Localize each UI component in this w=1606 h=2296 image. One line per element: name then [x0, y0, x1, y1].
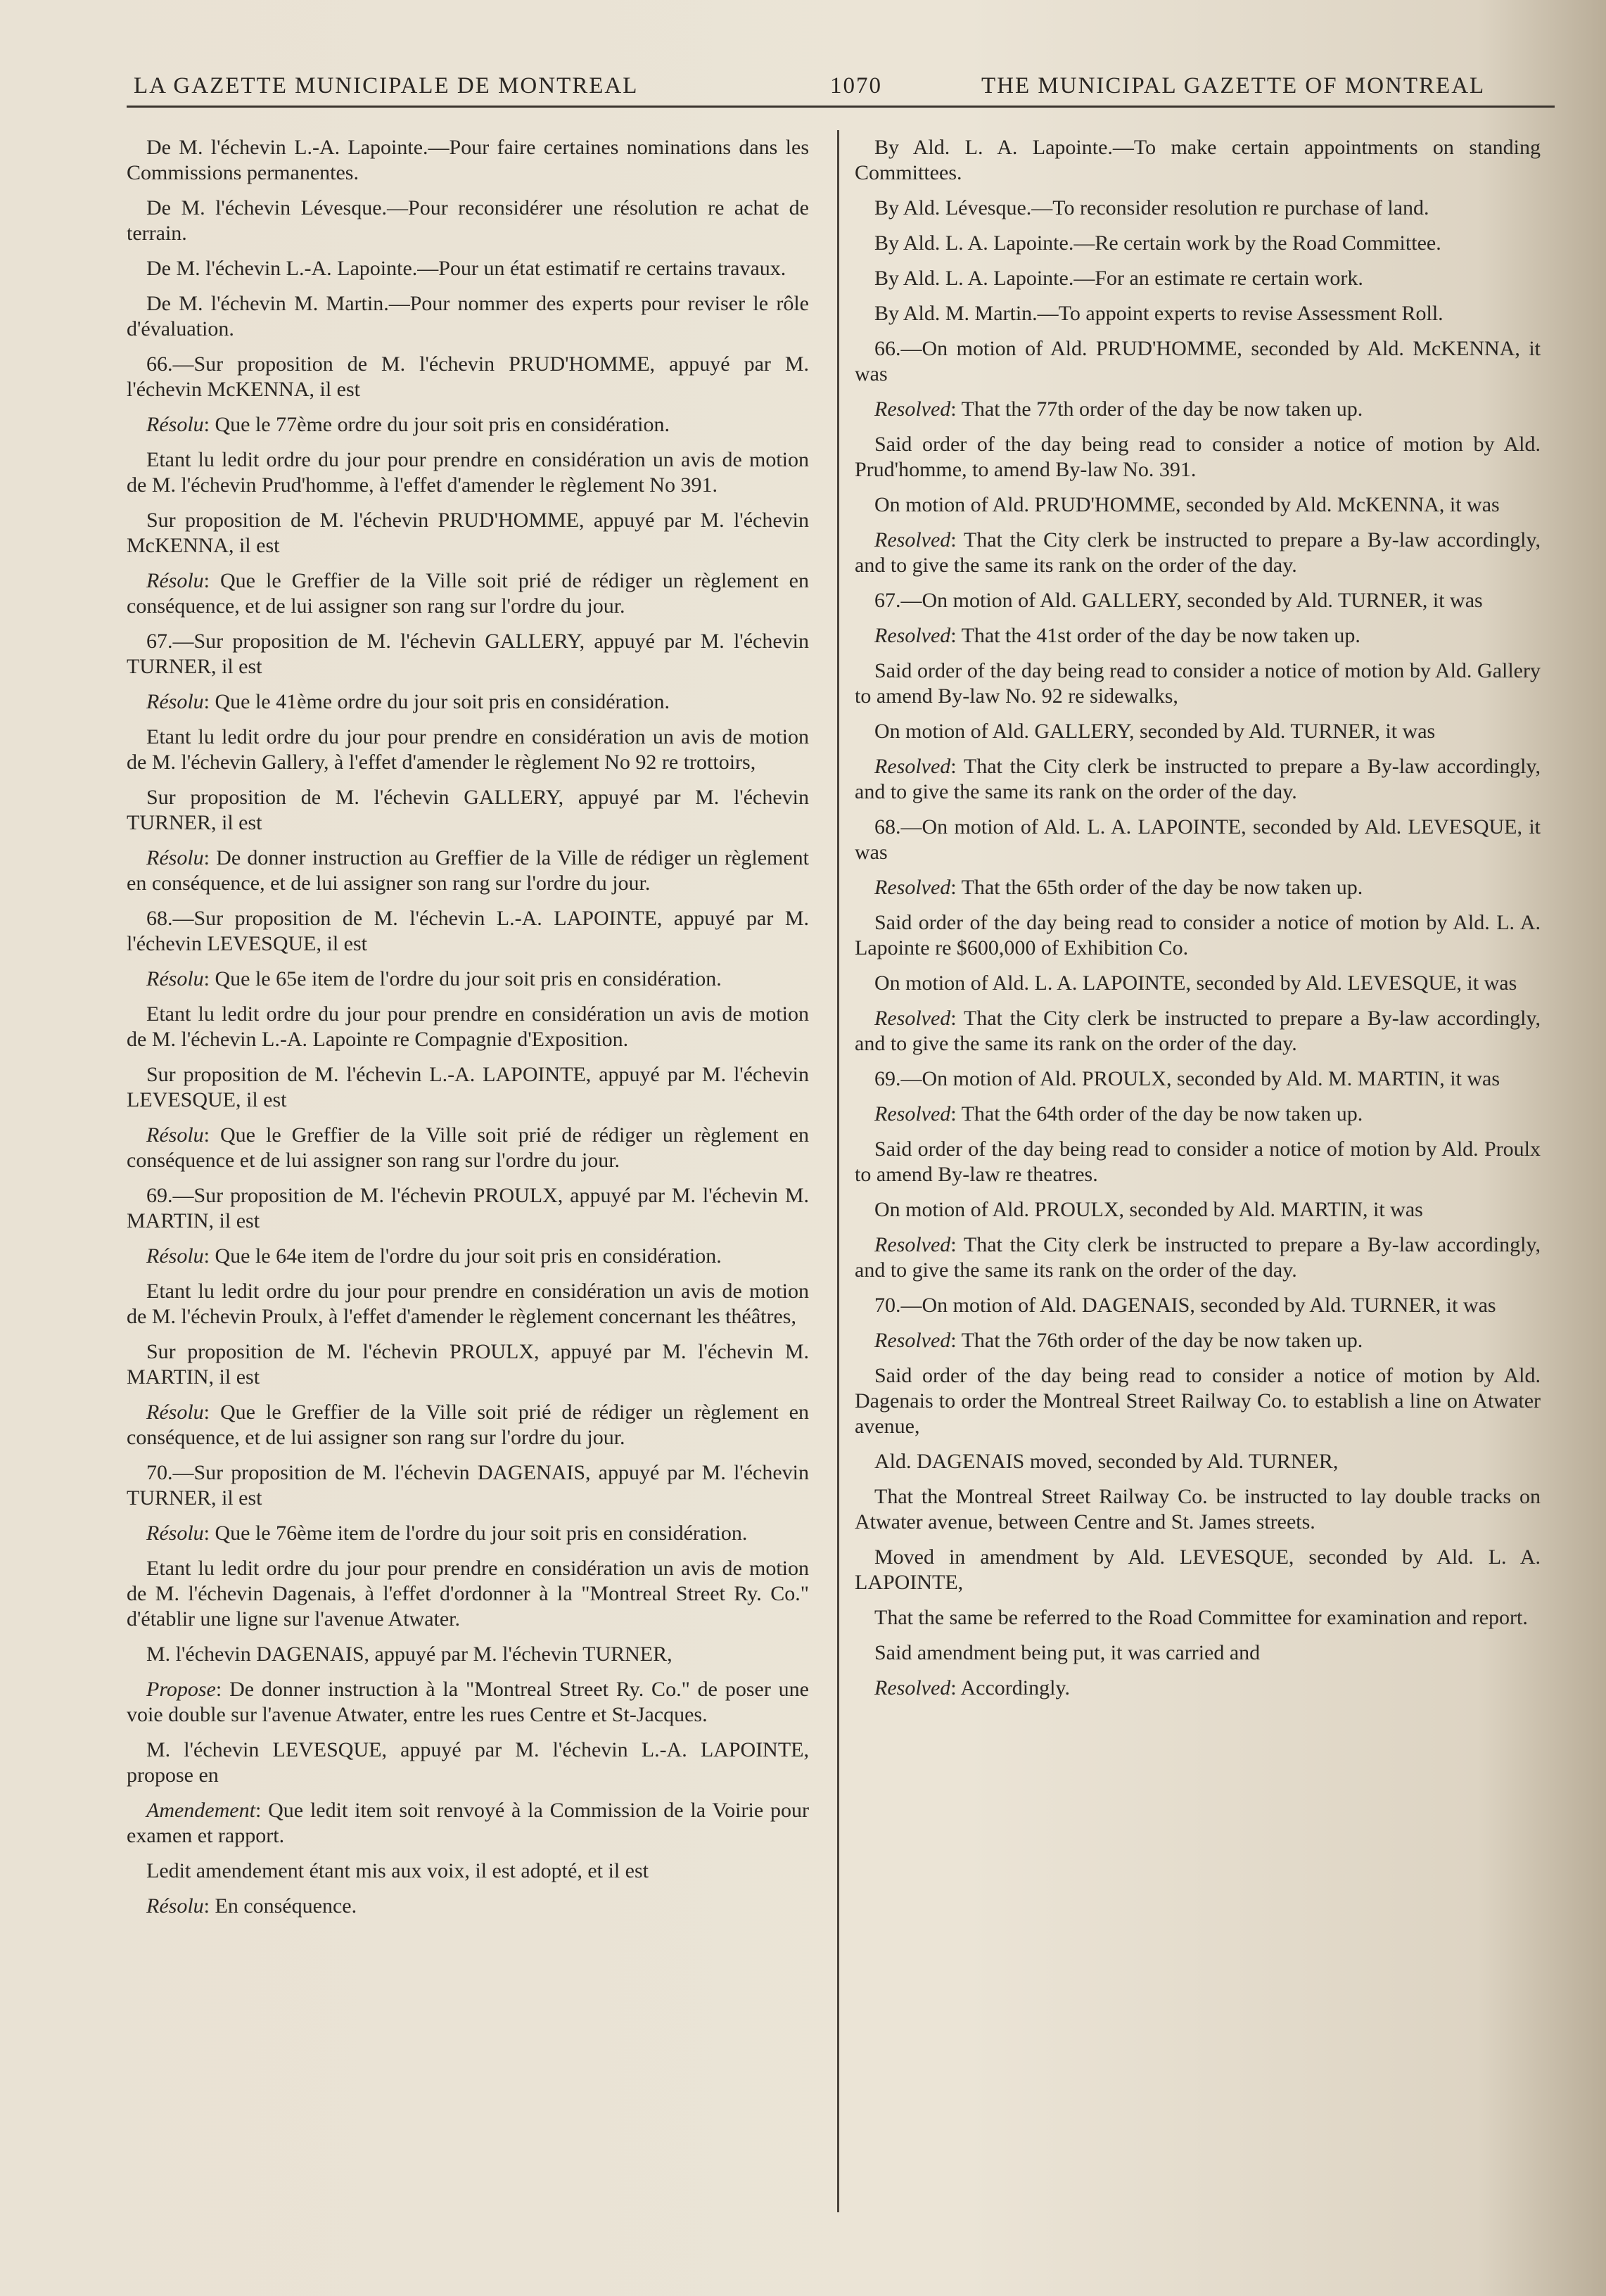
- french-paragraph: [127, 785, 809, 836]
- paragraph-text: 69.—On motion of Ald. PROULX, seconded by Ald. M. MARTIN, it was: [874, 1067, 1500, 1090]
- paragraph-text: 70.—On motion of Ald. DAGENAIS, seconded by Ald. TURNER, it was: [874, 1294, 1496, 1317]
- french-paragraph: [127, 1642, 809, 1667]
- paragraph-text: 68.—On motion of Ald. L. A. LAPOINTE, seconded by Ald. LEVESQUE, it was: [855, 815, 1541, 864]
- french-paragraph: [127, 135, 809, 186]
- paragraph-lead: Resolved: [874, 876, 951, 899]
- paragraph-text: 67.—Sur proposition de M. l'échevin GALLERY, appuyé par M. l'échevin TURNER, il est: [127, 630, 809, 678]
- paragraph-lead: Résolu: [146, 1244, 204, 1268]
- paragraph-text: 66.—Sur proposition de M. l'échevin PRUD'HOMME, appuyé par M. l'échevin McKENNA, il est: [127, 352, 809, 401]
- paragraph-text: : That the 65th order of the day be now taken up.: [950, 876, 1363, 899]
- paragraph-text: 70.—Sur proposition de M. l'échevin DAGENAIS, appuyé par M. l'échevin TURNER, il est: [127, 1461, 809, 1510]
- paragraph-lead: Resolved: [874, 624, 951, 647]
- french-paragraph: [127, 1460, 809, 1511]
- paragraph-text: Etant lu ledit ordre du jour pour prendre en considération un avis de motion de M. l'échevin Proulx, à l'effet d'amender le règlement concernant les théâtres,: [127, 1280, 809, 1328]
- paragraph-text: De M. l'échevin Lévesque.—Pour reconsidérer une résolution re achat de terrain.: [127, 196, 809, 245]
- paragraph-lead: Résolu: [146, 1522, 204, 1545]
- paragraph-lead: Résolu: [146, 569, 204, 592]
- english-paragraph: [855, 397, 1541, 422]
- paragraph-lead: Resolved: [874, 1329, 951, 1352]
- french-paragraph: [127, 906, 809, 957]
- english-paragraph: [855, 754, 1541, 805]
- paragraph-text: Said amendment being put, it was carried and: [874, 1641, 1261, 1664]
- paragraph-lead: Résolu: [146, 413, 204, 436]
- english-paragraph: [855, 1197, 1541, 1223]
- paragraph-text: : That the 64th order of the day be now taken up.: [950, 1102, 1363, 1125]
- english-paragraph: [855, 266, 1541, 291]
- paragraph-text: : Que le Greffier de la Ville soit prié de rédiger un règlement en conséquence, et de lui assigner son rang sur l'ordre du jour.: [127, 569, 809, 618]
- french-paragraph: [127, 447, 809, 498]
- paragraph-text: On motion of Ald. PROULX, seconded by Ald. MARTIN, it was: [874, 1198, 1423, 1221]
- french-paragraph: [127, 1556, 809, 1632]
- english-paragraph: [855, 1137, 1541, 1187]
- paragraph-text: 68.—Sur proposition de M. l'échevin L.-A. LAPOINTE, appuyé par M. l'échevin LEVESQUE, il est: [127, 907, 809, 955]
- paragraph-text: Etant lu ledit ordre du jour pour prendre en considération un avis de motion de M. l'échevin Dagenais, à l'effet d'ordonner à la "Montreal Street Ry. Co." d'établir une ligne sur l'avenue Atwater.: [127, 1557, 809, 1631]
- paragraph-text: Moved in amendment by Ald. LEVESQUE, seconded by Ald. L. A. LAPOINTE,: [855, 1545, 1541, 1594]
- english-paragraph: [855, 1676, 1541, 1701]
- paragraph-text: Said order of the day being read to consider a notice of motion by Ald. Prud'homme, to amend By-law No. 391.: [855, 433, 1541, 481]
- paragraph-text: Said order of the day being read to consider a notice of motion by Ald. Proulx to amend By-law re theatres.: [855, 1137, 1541, 1186]
- paragraph-text: Said order of the day being read to consider a notice of motion by Ald. L. A. Lapointe re $600,000 of Exhibition Co.: [855, 911, 1541, 959]
- english-paragraph: [855, 231, 1541, 256]
- paragraph-text: On motion of Ald. PRUD'HOMME, seconded by Ald. McKENNA, it was: [874, 493, 1500, 516]
- paragraph-text: M. l'échevin DAGENAIS, appuyé par M. l'échevin TURNER,: [146, 1643, 673, 1666]
- english-paragraph: [855, 196, 1541, 221]
- paragraph-text: By Ald. L. A. Lapointe.—To make certain appointments on standing Committees.: [855, 136, 1541, 184]
- english-paragraph: [855, 588, 1541, 613]
- french-paragraph: [127, 1339, 809, 1390]
- paragraph-text: Sur proposition de M. l'échevin L.-A. LAPOINTE, appuyé par M. l'échevin LEVESQUE, il est: [127, 1063, 809, 1111]
- french-paragraph: [127, 196, 809, 246]
- paragraph-lead: Resolved: [874, 397, 951, 421]
- french-paragraph: [127, 291, 809, 342]
- english-paragraph: [855, 1293, 1541, 1318]
- paragraph-text: By Ald. L. A. Lapointe.—Re certain work by the Road Committee.: [874, 231, 1441, 255]
- english-paragraph: [855, 815, 1541, 865]
- paragraph-text: : Accordingly.: [950, 1676, 1070, 1699]
- paragraph-lead: Amendement: [146, 1799, 255, 1822]
- french-paragraph: [127, 846, 809, 896]
- french-paragraph: [127, 412, 809, 438]
- french-paragraph: [127, 508, 809, 559]
- french-paragraph: [127, 352, 809, 402]
- english-paragraph: [855, 1328, 1541, 1353]
- paragraph-text: By Ald. L. A. Lapointe.—For an estimate re certain work.: [874, 267, 1363, 290]
- paragraph-text: By Ald. Lévesque.—To reconsider resolution re purchase of land.: [874, 196, 1429, 219]
- header-english-title: THE MUNICIPAL GAZETTE OF MONTREAL: [981, 73, 1486, 98]
- paragraph-text: 66.—On motion of Ald. PRUD'HOMME, seconded by Ald. McKENNA, it was: [855, 337, 1541, 385]
- english-paragraph: [855, 1449, 1541, 1474]
- french-paragraph: [127, 1677, 809, 1728]
- english-paragraph: [855, 875, 1541, 900]
- english-paragraph: [855, 135, 1541, 186]
- paragraph-text: Ald. DAGENAIS moved, seconded by Ald. TURNER,: [874, 1450, 1339, 1473]
- paragraph-lead: Résolu: [146, 1894, 204, 1918]
- paragraph-text: On motion of Ald. L. A. LAPOINTE, seconded by Ald. LEVESQUE, it was: [874, 971, 1517, 995]
- paragraph-text: On motion of Ald. GALLERY, seconded by Ald. TURNER, it was: [874, 720, 1436, 743]
- french-paragraph: [127, 1798, 809, 1849]
- english-column: [855, 135, 1541, 1711]
- paragraph-lead: Résolu: [146, 846, 204, 869]
- paragraph-lead: Resolved: [874, 528, 951, 551]
- header-rule: [127, 106, 1555, 108]
- paragraph-text: De M. l'échevin M. Martin.—Pour nommer des experts pour reviser le rôle d'évaluation.: [127, 292, 809, 340]
- paragraph-text: Said order of the day being read to consider a notice of motion by Ald. Dagenais to order the Montreal Street Railway Co. to establish a line on Atwater avenue,: [855, 1364, 1541, 1438]
- english-paragraph: [855, 1545, 1541, 1595]
- paragraph-lead: Résolu: [146, 1401, 204, 1424]
- english-paragraph: [855, 432, 1541, 483]
- french-paragraph: [127, 1858, 809, 1884]
- paragraph-text: : Que le Greffier de la Ville soit prié de rédiger un règlement en conséquence et de lui assigner son rang sur l'ordre du jour.: [127, 1123, 809, 1172]
- paragraph-text: Etant lu ledit ordre du jour pour prendre en considération un avis de motion de M. l'échevin Gallery, à l'effet d'amender le règlement No 92 re trottoirs,: [127, 725, 809, 774]
- french-paragraph: [127, 1244, 809, 1269]
- page-number: 1070: [830, 73, 882, 98]
- paragraph-lead: Résolu: [146, 967, 204, 990]
- english-paragraph: [855, 623, 1541, 649]
- paragraph-text: Ledit amendement étant mis aux voix, il est adopté, et il est: [146, 1859, 649, 1882]
- paragraph-lead: Résolu: [146, 690, 204, 713]
- paragraph-lead: Resolved: [874, 755, 951, 778]
- french-paragraph: [127, 256, 809, 281]
- paragraph-text: Sur proposition de M. l'échevin GALLERY, appuyé par M. l'échevin TURNER, il est: [127, 786, 809, 834]
- english-paragraph: [855, 1605, 1541, 1631]
- paragraph-text: Etant lu ledit ordre du jour pour prendre en considération un avis de motion de M. l'échevin Prud'homme, à l'effet d'amender le règlement No 391.: [127, 448, 809, 497]
- english-paragraph: [855, 658, 1541, 709]
- paragraph-text: : De donner instruction à la "Montreal Street Ry. Co." de poser une voie double sur l'avenue Atwater, entre les rues Centre et St-Jacques.: [127, 1678, 809, 1726]
- column-divider: [837, 130, 839, 2212]
- paragraph-lead: Resolved: [874, 1007, 951, 1030]
- french-paragraph: [127, 1002, 809, 1052]
- french-paragraph: [127, 1062, 809, 1113]
- paragraph-text: : De donner instruction au Greffier de la Ville de rédiger un règlement en conséquence, et de lui assigner son rang sur l'ordre du jour.: [127, 846, 809, 895]
- paragraph-text: : Que le 76ème item de l'ordre du jour soit pris en considération.: [203, 1522, 748, 1545]
- paragraph-text: M. l'échevin LEVESQUE, appuyé par M. l'échevin L.-A. LAPOINTE, propose en: [127, 1738, 809, 1787]
- paragraph-text: : That the City clerk be instructed to prepare a By-law accordingly, and to give the same its rank on the order of the day.: [855, 755, 1541, 803]
- paragraph-text: : That the City clerk be instructed to prepare a By-law accordingly, and to give the same its rank on the order of the day.: [855, 1233, 1541, 1282]
- french-paragraph: [127, 1183, 809, 1234]
- paragraph-text: Etant lu ledit ordre du jour pour prendre en considération un avis de motion de M. l'échevin L.-A. Lapointe re Compagnie d'Exposition.: [127, 1002, 809, 1051]
- french-paragraph: [127, 689, 809, 715]
- paragraph-text: : En conséquence.: [203, 1894, 357, 1918]
- english-paragraph: [855, 1102, 1541, 1127]
- english-paragraph: [855, 719, 1541, 744]
- french-paragraph: [127, 1400, 809, 1450]
- paragraph-lead: Resolved: [874, 1233, 951, 1256]
- paragraph-text: : That the 76th order of the day be now taken up.: [950, 1329, 1363, 1352]
- french-paragraph: [127, 725, 809, 775]
- paragraph-text: : That the City clerk be instructed to prepare a By-law accordingly, and to give the same its rank on the order of the day.: [855, 528, 1541, 577]
- page-header: [127, 68, 1548, 110]
- english-paragraph: [855, 971, 1541, 996]
- english-paragraph: [855, 528, 1541, 578]
- paragraph-text: : Que le 64e item de l'ordre du jour soit pris en considération.: [203, 1244, 722, 1268]
- paragraph-text: De M. l'échevin L.-A. Lapointe.—Pour un état estimatif re certains travaux.: [146, 257, 786, 280]
- paragraph-text: : That the 41st order of the day be now taken up.: [950, 624, 1360, 647]
- english-paragraph: [855, 1484, 1541, 1535]
- paragraph-text: : Que le Greffier de la Ville soit prié de rédiger un règlement en conséquence, et de lui assigner son rang sur l'ordre du jour.: [127, 1401, 809, 1449]
- french-paragraph: [127, 568, 809, 619]
- paragraph-text: Said order of the day being read to consider a notice of motion by Ald. Gallery to amend By-law No. 92 re sidewalks,: [855, 659, 1541, 708]
- french-paragraph: [127, 1279, 809, 1329]
- english-paragraph: [855, 336, 1541, 387]
- paragraph-lead: Resolved: [874, 1676, 951, 1699]
- paragraph-text: : Que le 41ème ordre du jour soit pris en considération.: [203, 690, 670, 713]
- english-paragraph: [855, 301, 1541, 326]
- french-column: [127, 135, 809, 1929]
- french-paragraph: [127, 629, 809, 680]
- english-paragraph: [855, 1363, 1541, 1439]
- paragraph-text: : That the City clerk be instructed to prepare a By-law accordingly, and to give the same its rank on the order of the day.: [855, 1007, 1541, 1055]
- paragraph-text: : Que le 77ème ordre du jour soit pris en considération.: [203, 413, 670, 436]
- english-paragraph: [855, 910, 1541, 961]
- french-paragraph: [127, 967, 809, 992]
- french-paragraph: [127, 1737, 809, 1788]
- paragraph-text: That the same be referred to the Road Committee for examination and report.: [874, 1606, 1528, 1629]
- paragraph-text: : Que le 65e item de l'ordre du jour soit pris en considération.: [203, 967, 722, 990]
- paragraph-lead: Resolved: [874, 1102, 951, 1125]
- paragraph-lead: Propose: [146, 1678, 216, 1701]
- english-paragraph: [855, 1006, 1541, 1057]
- paragraph-text: That the Montreal Street Railway Co. be instructed to lay double tracks on Atwater avenue, between Centre and St. James streets.: [855, 1485, 1541, 1533]
- paragraph-text: By Ald. M. Martin.—To appoint experts to revise Assessment Roll.: [874, 302, 1444, 325]
- paragraph-text: : That the 77th order of the day be now taken up.: [950, 397, 1363, 421]
- french-paragraph: [127, 1894, 809, 1919]
- english-paragraph: [855, 1640, 1541, 1666]
- french-paragraph: [127, 1521, 809, 1546]
- paragraph-text: Sur proposition de M. l'échevin PROULX, appuyé par M. l'échevin M. MARTIN, il est: [127, 1340, 809, 1389]
- paragraph-text: Sur proposition de M. l'échevin PRUD'HOMME, appuyé par M. l'échevin McKENNA, il est: [127, 509, 809, 557]
- header-french-title: LA GAZETTE MUNICIPALE DE MONTREAL: [134, 73, 639, 98]
- english-paragraph: [855, 1066, 1541, 1092]
- english-paragraph: [855, 492, 1541, 518]
- french-paragraph: [127, 1123, 809, 1173]
- paragraph-lead: Résolu: [146, 1123, 204, 1147]
- paragraph-text: 69.—Sur proposition de M. l'échevin PROULX, appuyé par M. l'échevin M. MARTIN, il est: [127, 1184, 809, 1232]
- paragraph-text: 67.—On motion of Ald. GALLERY, seconded by Ald. TURNER, it was: [874, 589, 1483, 612]
- paragraph-text: De M. l'échevin L.-A. Lapointe.—Pour faire certaines nominations dans les Commissions permanentes.: [127, 136, 809, 184]
- english-paragraph: [855, 1232, 1541, 1283]
- paragraph-text: : Que ledit item soit renvoyé à la Commission de la Voirie pour examen et rapport.: [127, 1799, 809, 1847]
